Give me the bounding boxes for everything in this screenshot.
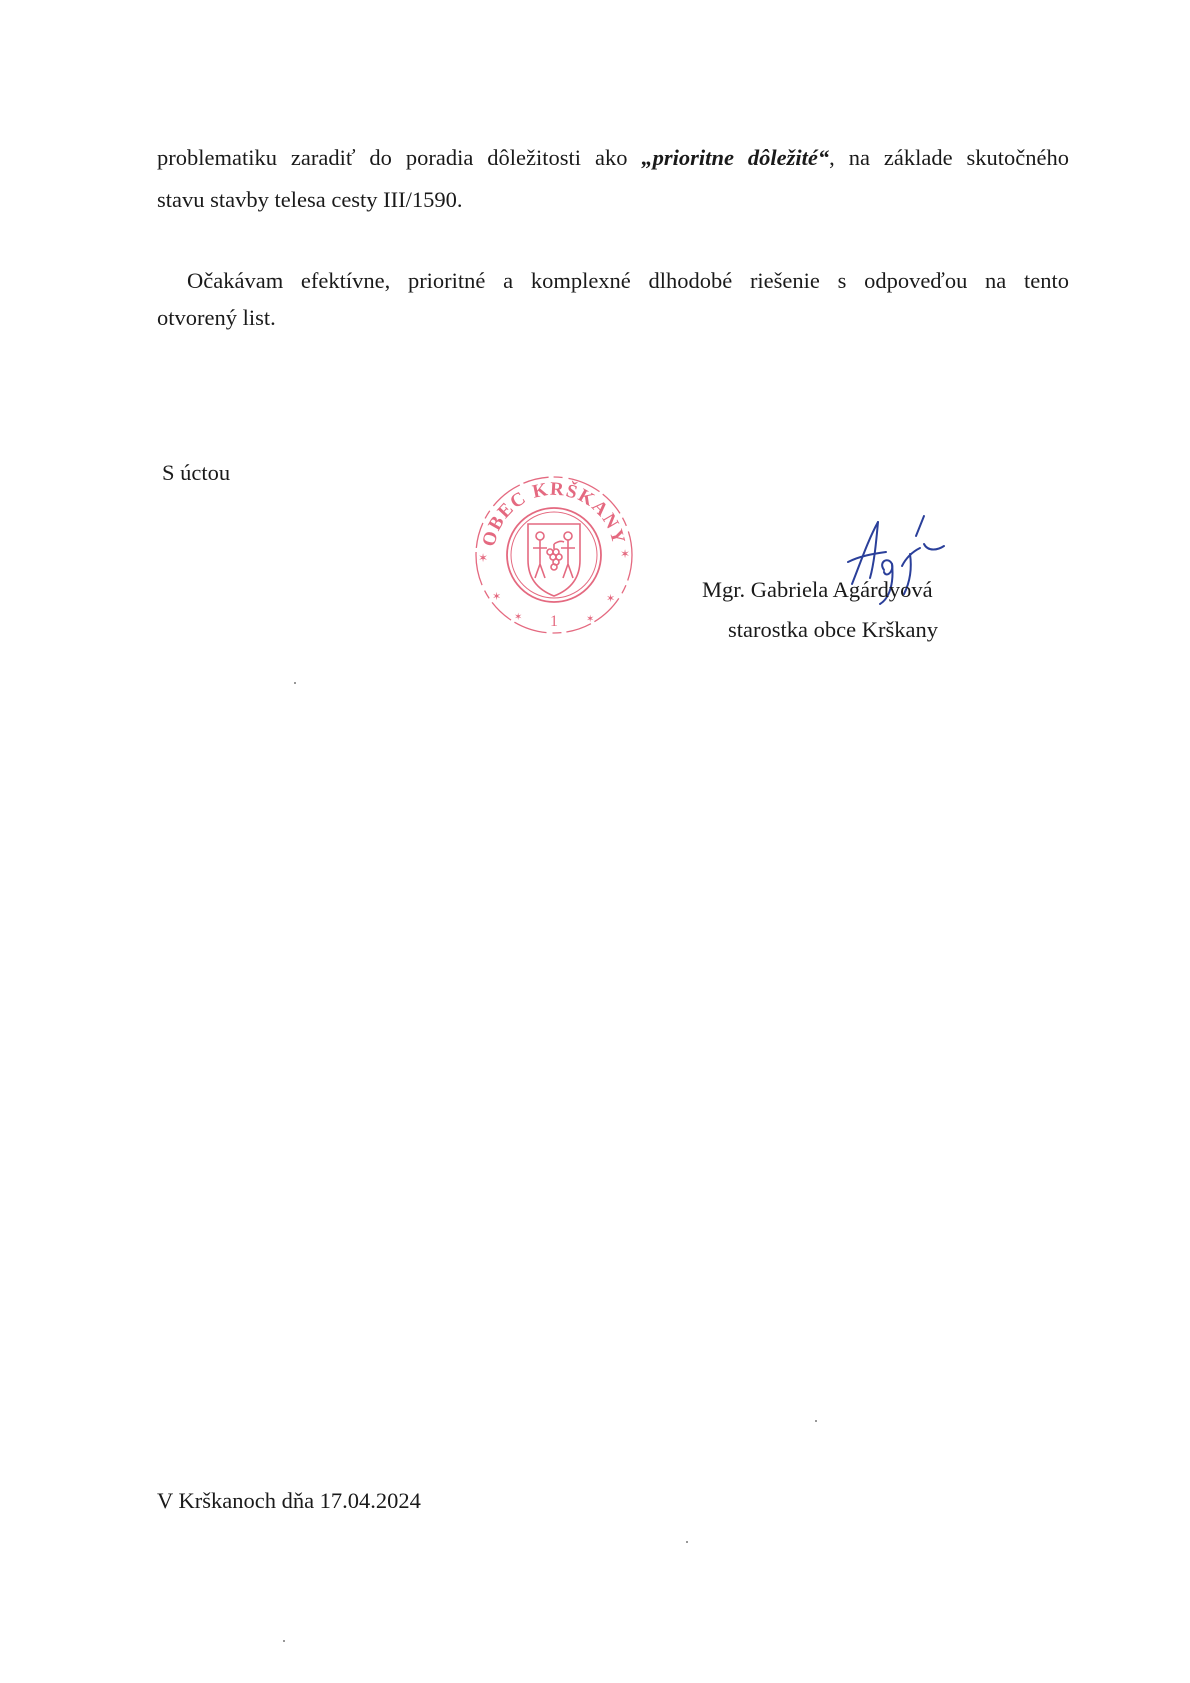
salutation: S úctou bbox=[162, 460, 231, 485]
paragraph-expectation bbox=[157, 262, 1069, 336]
svg-text:✶: ✶ bbox=[606, 593, 616, 605]
seal-number: 1 bbox=[550, 613, 558, 630]
paragraph-priority bbox=[157, 137, 1069, 221]
signatory-name: Mgr. Gabriela Agárdyová bbox=[702, 577, 933, 602]
svg-text:✶: ✶ bbox=[492, 591, 502, 603]
svg-text:✶: ✶ bbox=[514, 612, 523, 623]
scan-speck bbox=[686, 1541, 688, 1543]
svg-text:✶: ✶ bbox=[620, 547, 631, 561]
priority-emphasis: „prioritne dôležité“ bbox=[641, 145, 830, 170]
paragraph-expectation-line-2: otvorený list. bbox=[157, 305, 276, 330]
scan-speck bbox=[294, 682, 296, 684]
seal-inscription: OBEC KRŠKANY bbox=[478, 478, 630, 549]
paragraph-priority-line-1: problematiku zaradiť do poradia dôležitosti ako „prioritne dôležité“, na základe skutočného bbox=[157, 145, 1070, 170]
svg-text:✶: ✶ bbox=[586, 614, 595, 625]
paragraph-priority-line-2: stavu stavby telesa cesty III/1590. bbox=[157, 187, 463, 212]
scan-speck bbox=[283, 1640, 285, 1642]
paragraph-expectation-line-1: Očakávam efektívne, prioritné a komplexné dlhodobé riešenie s odpoveďou na tento bbox=[187, 268, 1069, 293]
municipal-seal-stamp bbox=[468, 460, 638, 640]
svg-text:✶: ✶ bbox=[478, 551, 489, 565]
scan-speck bbox=[815, 1420, 817, 1422]
place-and-date: V Krškanoch dňa 17.04.2024 bbox=[157, 1488, 421, 1513]
signatory-role: starostka obce Krškany bbox=[728, 617, 938, 642]
